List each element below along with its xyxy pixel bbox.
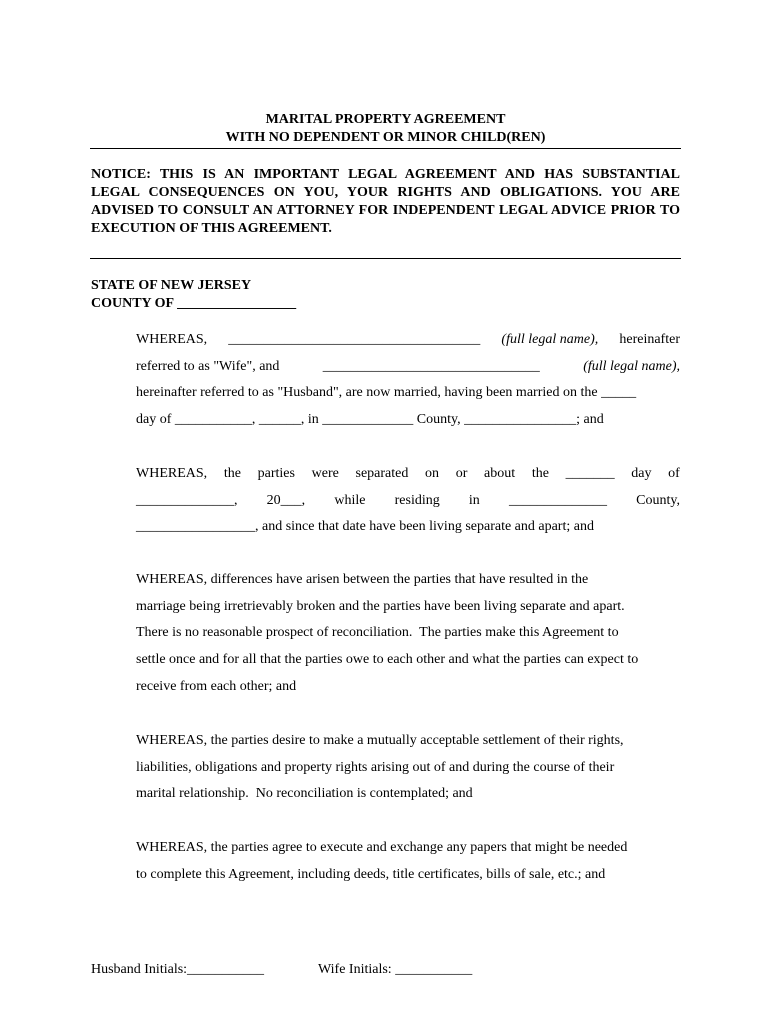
paragraph-line: receive from each other; and — [136, 679, 297, 694]
document-title: MARITAL PROPERTY AGREEMENT — [265, 112, 506, 127]
word: County, — [636, 493, 680, 508]
paragraph-line — [136, 330, 680, 350]
word: the — [531, 466, 549, 481]
word: the — [223, 466, 241, 481]
word: were — [311, 466, 339, 481]
paragraph-line — [136, 357, 680, 377]
paragraph-line: There is no reasonable prospect of reconciliation. The parties make this Agreement to — [136, 625, 619, 640]
word: residing — [394, 493, 440, 508]
text-segment: referred to as "Wife", and — [136, 359, 280, 374]
paragraph-line: WHEREAS, the parties agree to execute and exchange any papers that might be needed — [136, 840, 628, 855]
word: day — [631, 466, 652, 481]
husband-name-blank: _______________________________ — [322, 359, 540, 374]
text-segment: (full legal name), — [583, 359, 680, 374]
paragraph-line: WHEREAS, differences have arisen between the parties that have resulted in the — [136, 572, 589, 587]
venue-block — [91, 277, 491, 313]
word: separated — [355, 466, 409, 481]
text-segment: WHEREAS, — [136, 332, 208, 347]
title-underline — [90, 148, 681, 149]
word: or — [455, 466, 468, 481]
word: in — [468, 493, 480, 508]
word: while — [334, 493, 366, 508]
paragraph-line: settle once and for all that the parties owe to each other and what the parties can expect to — [136, 652, 639, 667]
wife-name-blank: ____________________________________ — [228, 332, 481, 347]
paragraph-line: to complete this Agreement, including deeds, title certificates, bills of sale, etc.; and — [136, 867, 606, 882]
paragraph-line — [136, 491, 680, 511]
document-subtitle: WITH NO DEPENDENT OR MINOR CHILD(REN) — [225, 130, 546, 145]
text-segment: (full legal name), — [501, 332, 599, 347]
paragraph-line: marital relationship. No reconciliation is contemplated; and — [136, 786, 473, 801]
paragraph-line: day of ___________, ______, in _____________ County, ________________; and — [136, 412, 604, 427]
paragraph-line: hereinafter referred to as "Husband", are now married, having been married on the _____ — [136, 385, 637, 400]
word: _______ — [565, 466, 615, 481]
word: WHEREAS, — [136, 466, 208, 481]
word: about — [484, 466, 516, 481]
paragraph-line: _________________, and since that date have been living separate and apart; and — [136, 519, 594, 534]
county-line: COUNTY OF _________________ — [91, 296, 297, 311]
husband-initials-field: Husband Initials:___________ — [91, 962, 265, 977]
wife-initials-field: Wife Initials: ___________ — [318, 962, 473, 977]
legal-notice: NOTICE: THIS IS AN IMPORTANT LEGAL AGREEMENT AND HAS SUBSTANTIAL LEGAL CONSEQUENCES ON YOU, YOUR RIGHTS AND OBLIGATIONS. YOU ARE ADVISED TO CONSULT AN ATTORNEY FOR INDEPENDENT LEGAL ADVICE PRIOR TO EXECUTION OF THIS AGREEMENT. — [91, 167, 680, 236]
word: on — [425, 466, 440, 481]
word: ______________ — [508, 493, 607, 508]
paragraph-line: WHEREAS, the parties desire to make a mutually acceptable settlement of their rights, — [136, 733, 624, 748]
word: ______________, — [136, 493, 238, 508]
word: parties — [257, 466, 295, 481]
paragraph-line — [136, 464, 680, 484]
notice-divider — [90, 258, 681, 259]
word: of — [668, 466, 680, 481]
text-segment: hereinafter — [619, 332, 680, 347]
paragraph-line: liabilities, obligations and property rights arising out of and during the course of their — [136, 760, 615, 775]
paragraph-line: marriage being irretrievably broken and the parties have been living separate and apart. — [136, 599, 625, 614]
state-line: STATE OF NEW JERSEY — [91, 278, 252, 293]
word: 20___, — [266, 493, 306, 508]
